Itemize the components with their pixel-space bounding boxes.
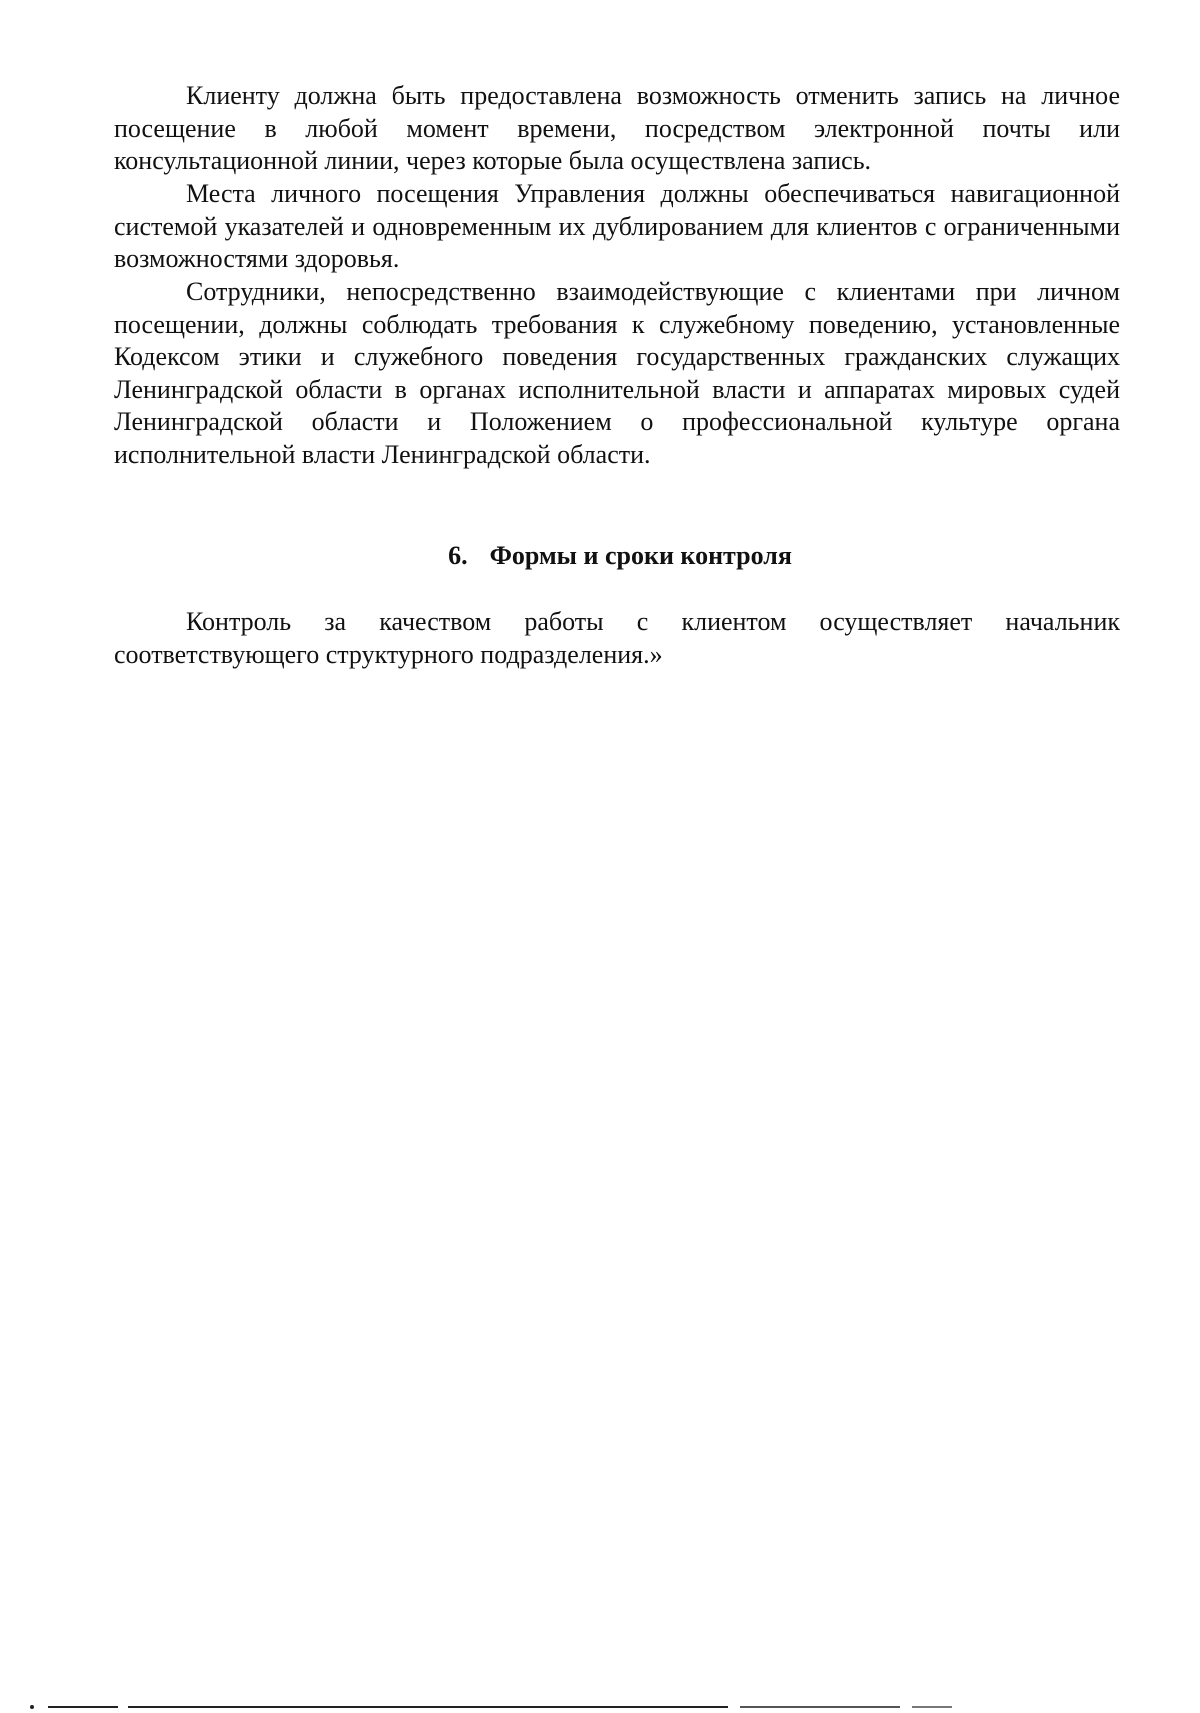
paragraph-appointment-cancel: Клиенту должна быть предоставлена возможность отменить запись на личное посещение в любой момент времени, посредством электронной почты или консультационной линии, через которые была осуществлена запись. <box>114 81 1120 175</box>
scan-artifact-line <box>912 1706 952 1708</box>
scan-artifact-line <box>740 1706 900 1708</box>
scan-artifact-dot <box>30 1705 34 1709</box>
paragraph-staff-conduct: Сотрудники, непосредственно взаимодействующие с клиентами при личном посещении, должны соблюдать требования к служебному поведению, установленные Кодексом этики и служебного поведения государственных гражданских служащих Ленинградской области в органах исполнительной власти и аппаратах мировых судей Ленинградской области и Положением о профессиональной культуре органа исполнительной власти Ленинградской области. <box>114 277 1120 469</box>
paragraph-quality-control: Контроль за качеством работы с клиентом осуществляет начальник соответствующего структурного подразделения.» <box>114 607 1120 669</box>
scan-artifact-line <box>128 1706 728 1708</box>
section-title: Формы и сроки контроля <box>489 541 792 570</box>
paragraph-navigation-system: Места личного посещения Управления должны обеспечиваться навигационной системой указателей и одновременным их дублированием для клиентов с ограниченными возможностями здоровья. <box>114 179 1120 273</box>
section-heading <box>0 540 1200 572</box>
section-number: 6. <box>448 541 468 570</box>
scan-artifact-line <box>48 1706 118 1708</box>
